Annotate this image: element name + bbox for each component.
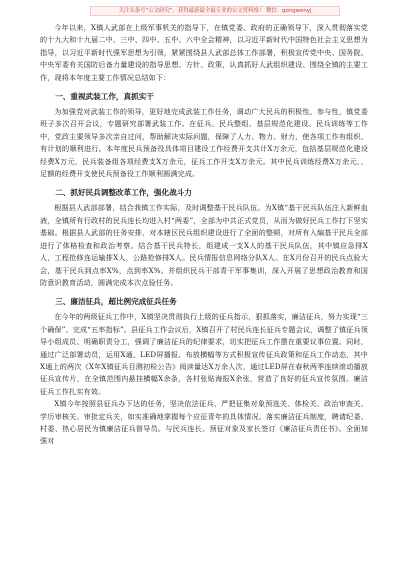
section-heading-2: 二、抓好民兵调整改革工作，强化战斗力	[55, 188, 192, 198]
section-2-paragraph: 根据县人武部部署，结合我镇工作实际，及时调整基干民兵队伍。为X镇“基干民兵队伍注入新鲜血液，全镇所有行政村的民兵连长均进入村“两委”，全部为中共正式党员，从而为做好民兵工作打下坚实基础。根据县人武部的任务安排，对本辖区民兵组织建设进行了全面的整顿，对所有入编基干民兵全部进行了体格检查和政治考察。结合基干民兵特长，组建成一支X人的基干民兵队伍，其中镇应急排X人，工程抢修连运输排X人，公路抢修排X人。民兵情报信息网络分队X人。在X月份召开的民兵点验大会，基干民兵到点率X%，点到率X%。并组织民兵干部青干军事集训，深入开展了思想政治教育和国防意识教育活动，圆满完成本次点验任务。	[40, 203, 368, 287]
section-3-paragraph-2: X镇今年按照县征兵办下达的任务，坚决依法征兵、严把征集对象预选关、体检关、政治审查关、学历审核关、审批定兵关，如实准确地掌握每个应征青年的具体情况。落实廉洁征兵制度，聘请纪委、村委、热心居民为镇廉洁征兵督导员。与民兵连长、预征对象及家长签订《廉洁征兵责任书》。全面加强对	[40, 399, 368, 446]
section-heading-1: 一、重视武装工作，真抓实干	[55, 92, 154, 102]
section-3-paragraph-1: 在今年的两级征兵工作中，X镇坚决贯彻执行上级的征兵指示，狠抓落实，廉洁征兵，努力实现“三个确保”、完成“五率指标”。县征兵工作会议后，X镇召开了村民兵连长征兵专题会议，调整了镇征兵领导小组成员、明确职责分工，强调了廉洁征兵的纪律要求，切实把征兵工作摆在重要议事位置。同时，通过广泛部署动员，运用X通、LED屏播报、布放横幅等方式积极宣传征兵政策和征兵工作动态，其中X通上的两次《X年X镇征兵目测初检公告》阅读量达X万余人次，通过LED屏在春秋两季连续滚动播放征兵宣传片，在全镇范围内悬挂横幅X余条，各村张贴海报X余张，营造了良好的征兵宣传氛围。廉洁征兵工作扎实有效。	[40, 312, 369, 396]
intro-paragraph: 今年以来，X镇人武部在上级军事机关的指导下，在镇党委、政府的正确领导下，深入贯彻落实党的十九大和十九届二中、三中、四中、五中、六中全会精神，以习近平新时代中国特色社会主义思想为指导，以习近平新时代强军思想为引领，紧紧围绕县人武部总体工作部署，积极宣传党中央、国务院、中央军委有关国防后备力量建设的指导思想、方针、政策，认真抓好人武组织建设、围绕全镇的主要工作，现将本年度主要工作情况总结如下：	[40, 23, 368, 82]
section-1-paragraph: 为加强党对武装工作的领导，更好地完成武装工作任务，调动广大民兵的积极性、参与性，镇党委班子多次召开会议，专题研究部署武装工作。在征兵、民兵整组、基层规范化建设、民兵训练等工作中，党政主要领导多次亲自过问，帮助解决实际问题，保障了人力、物力、财力，使各项工作有组织、有计划的顺利进行。本年度民兵预备役具体项目建设工作经费开支共计X万余元，包括基层规范化建设经费X万元，民兵装备组各项经费支X万余元，征兵工作开支X万余元。其中民兵训练经费X万余元，，足额的经费开支使民兵预备役工作顺利圆满完成。	[40, 107, 368, 179]
promo-banner[interactable]: 关注头条号“公文研究”，获得最新最全最专业的公文资料推！ 微信：gongwenyj	[90, 6, 340, 16]
section-heading-3: 三、廉洁征兵，超比例完成征兵任务	[55, 297, 177, 307]
